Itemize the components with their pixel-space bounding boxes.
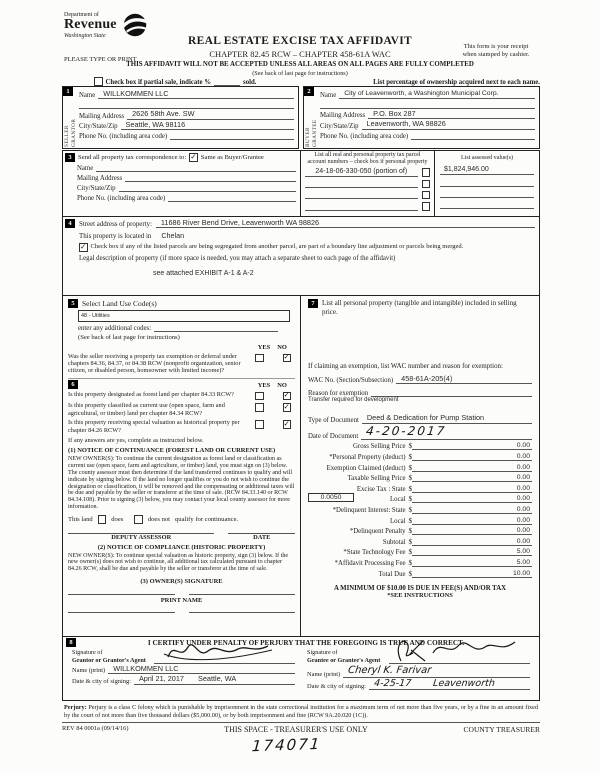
dollar-sign: $ bbox=[408, 474, 412, 483]
dollar-sign: $ bbox=[408, 527, 412, 536]
forest-land-question-row bbox=[68, 391, 295, 401]
reason-label: Reason for exemption bbox=[308, 389, 369, 397]
seller-grantor-side-label: SELLER GRANTOR bbox=[64, 118, 77, 147]
notice1-title: (1) NOTICE OF CONTINUANCE (FOREST LAND OR CURRENT USE) bbox=[68, 446, 276, 454]
wac-label: WAC No. (Section/Subsection) bbox=[308, 376, 394, 384]
dollar-sign: $ bbox=[408, 569, 412, 578]
notice2-body: NEW OWNER(S): To continue special valuation as historic property, sign (3) below. If the new owner(s) does not wish to continue, all additional tax calculated pursuant to chapter 84.26 RCW, shall be due and payable by the seller or transferor at the time of sale. bbox=[68, 552, 289, 573]
corr-city-field[interactable] bbox=[119, 183, 296, 192]
qualify-label: qualify for continuance. bbox=[175, 515, 239, 523]
dollar-sign: $ bbox=[408, 505, 412, 514]
not-accepted-warning: THIS AFFIDAVIT WILL NOT BE ACCEPTED UNLESS ALL AREAS ON ALL PAGES ARE FULLY COMPLETED bbox=[126, 61, 474, 68]
notice2-title: (2) NOTICE OF COMPLIANCE (HISTORIC PROPERTY) bbox=[97, 543, 266, 551]
box2-number: 2 bbox=[304, 87, 314, 96]
wac-field[interactable]: 458-61A-205(4) bbox=[396, 375, 532, 384]
dollar-sign: $ bbox=[408, 516, 412, 525]
buyer-phone-field[interactable] bbox=[411, 131, 535, 140]
qualify-row bbox=[68, 515, 295, 524]
amount-label-5: Local bbox=[390, 496, 406, 504]
amount-field-12[interactable]: 10.00 bbox=[412, 570, 532, 578]
amount-field-9[interactable]: 0.00 bbox=[412, 538, 532, 546]
amount-field-3[interactable]: 0.00 bbox=[412, 474, 532, 482]
perjury-body: Perjury is a class C felony which is punishable by imprisonment in the state correctional institution for a maximum term of not more than five years, or by a fine in an amount fixed by the court of not more than five thousand dollars ($5,000.00), or by both imprisonment and fine (RCW 9A.20.020 (1C)). bbox=[64, 704, 538, 719]
minimum-due-note: A MINIMUM OF $10.00 IS DUE IN FEE(S) AND/OR TAX bbox=[333, 584, 507, 592]
forest-yes-checkbox[interactable] bbox=[255, 392, 264, 401]
amount-label-3: Taxable Selling Price bbox=[347, 475, 406, 483]
box3-number: 3 bbox=[65, 153, 75, 162]
revenue-wordmark: Revenue bbox=[64, 17, 117, 33]
receipt-note bbox=[450, 43, 542, 60]
current-use-question-row bbox=[68, 402, 295, 417]
dept-of-label: Department of bbox=[64, 12, 99, 18]
amount-field-4[interactable]: 0.00 bbox=[412, 485, 532, 493]
box4-number: 4 bbox=[65, 219, 75, 228]
ownership-note: List percentage of ownership acquired next to each name. bbox=[373, 78, 540, 86]
grantor-date-label: Date & city of signing: bbox=[72, 677, 131, 685]
buyer-grantee-side-label: BUYER GRANTEE bbox=[305, 119, 318, 147]
seller-mailing-label: Mailing Address bbox=[79, 112, 125, 120]
form-subtitle: CHAPTER 82.45 RCW – CHAPTER 458-61A WAC bbox=[209, 49, 391, 59]
land-use-title: Select Land Use Code(s) bbox=[82, 299, 157, 308]
buyer-city-field[interactable]: Leavenworth, WA 98826 bbox=[362, 120, 535, 129]
deferral-yes-checkbox[interactable] bbox=[255, 354, 264, 363]
owners-signature-title: (3) OWNER(S) SIGNATURE bbox=[140, 578, 223, 586]
seller-phone-field[interactable] bbox=[170, 131, 294, 140]
amount-field-0[interactable]: 0.00 bbox=[412, 442, 532, 450]
legal-description-label: Legal description of property (if more space is needed, you may attach a separate sheet to each page of the affidavit) bbox=[79, 254, 396, 262]
grantee-name-handwriting: Cheryl K. Farivar bbox=[347, 665, 433, 676]
buyer-grantee-box bbox=[303, 86, 540, 149]
partial-sale-checkbox[interactable] bbox=[94, 77, 103, 86]
box6-number: 6 bbox=[68, 380, 78, 389]
amount-field-1[interactable]: 0.00 bbox=[412, 453, 532, 461]
this-land-label: This land bbox=[68, 515, 93, 523]
historic-question-row bbox=[68, 419, 295, 434]
please-type-note: PLEASE TYPE OR PRINT bbox=[64, 56, 137, 63]
amount-field-11[interactable]: 5.00 bbox=[412, 559, 532, 567]
dollar-sign: $ bbox=[408, 537, 412, 546]
section-4-property bbox=[63, 217, 539, 296]
form-rev-number: REV 84 0001a (09/14/16) bbox=[62, 725, 129, 732]
parcel-number-field-2[interactable] bbox=[305, 179, 418, 188]
parcel-numbers-header: List all real and personal property tax parcel account numbers – check box if personal property bbox=[307, 152, 428, 165]
if-yes-note: If any answers are yes, complete as instructed below. bbox=[68, 436, 204, 444]
amount-field-8[interactable]: 0.00 bbox=[412, 527, 532, 535]
grantor-signature-handwriting bbox=[160, 637, 280, 665]
parcel-number-field-4[interactable] bbox=[305, 202, 418, 211]
grantee-name-print-field[interactable] bbox=[343, 665, 530, 678]
partial-sale-label: Check box if partial sale, indicate % bbox=[105, 78, 212, 86]
doc-type-label: Type of Document bbox=[308, 416, 359, 424]
buyer-mailing-field[interactable]: P.O. Box 287 bbox=[368, 110, 535, 119]
grantor-date-field[interactable] bbox=[134, 675, 295, 684]
amount-label-1: *Personal Property (deduct) bbox=[329, 453, 406, 461]
current-use-no-checkbox[interactable] bbox=[283, 403, 292, 412]
deferral-question: Was the seller receiving a property tax exemption or deferral under chapters 84.36, 84.37, or 84.38 RCW (nonprofit organization, senior citizen, or disabled person, homeowner with limited income)? bbox=[68, 352, 241, 375]
buyer-phone-label: Phone No. (including area code) bbox=[320, 132, 409, 140]
local-rate-box: 0.0050 bbox=[308, 493, 354, 502]
assessed-value-field-4[interactable] bbox=[440, 200, 534, 209]
box7-number: 7 bbox=[308, 299, 318, 308]
does-checkbox[interactable] bbox=[98, 515, 107, 524]
parcel-number-field[interactable]: 24-18-06-330-050 (portion of) bbox=[305, 168, 418, 177]
receipt-note-line2: when stamped by cashier. bbox=[462, 51, 530, 59]
segregated-checkbox[interactable] bbox=[79, 243, 88, 252]
amount-label-0: Gross Selling Price bbox=[353, 443, 406, 451]
owner-signature-field-1[interactable] bbox=[68, 594, 175, 595]
deferral-question-row bbox=[68, 353, 295, 375]
corr-mailing-field[interactable] bbox=[125, 173, 296, 182]
print-name-field-2[interactable] bbox=[189, 612, 296, 613]
buyer-city-label: City/State/Zip bbox=[320, 122, 359, 130]
parcel-personal-checkbox-1[interactable] bbox=[422, 168, 431, 177]
historic-yes-checkbox[interactable] bbox=[255, 420, 264, 429]
amount-label-7: Local bbox=[390, 517, 406, 525]
grantee-date-handwriting: 4-25-17 bbox=[373, 677, 412, 689]
dollar-sign: $ bbox=[408, 463, 412, 472]
box6-yes-no-header: YES NO bbox=[257, 381, 287, 389]
amount-label-9: Subtotal bbox=[382, 538, 406, 546]
stamp-number-handwriting: 174071 bbox=[251, 734, 323, 756]
current-use-question: Is this property classified as current use (open space, farm and agricultural, or timber) land per chapter 84.34 RCW? bbox=[68, 402, 225, 417]
reason-value: Transfer required for development bbox=[308, 397, 399, 404]
seller-city-label: City/State/Zip bbox=[79, 123, 118, 131]
assessed-value-header: List assessed value(s) bbox=[461, 155, 513, 161]
located-in-label: This property is located in bbox=[79, 233, 152, 241]
corr-phone-label: Phone No. (including area code) bbox=[77, 195, 166, 202]
parcel-personal-checkbox-4[interactable] bbox=[422, 202, 431, 211]
partial-sale-row bbox=[62, 77, 540, 86]
print-name-lines bbox=[68, 612, 295, 613]
forest-no-checkbox[interactable] bbox=[283, 392, 292, 401]
does-label: does bbox=[111, 515, 124, 523]
does-not-checkbox[interactable] bbox=[134, 515, 143, 524]
main-form-box bbox=[62, 150, 540, 701]
grantee-signature-field[interactable] bbox=[389, 663, 530, 664]
parcel-personal-checkbox-3[interactable] bbox=[422, 191, 431, 200]
forest-land-question: Is this property designated as forest land per chapter 84.33 RCW? bbox=[68, 390, 234, 398]
see-instructions-note: *SEE INSTRUCTIONS bbox=[387, 591, 453, 599]
corr-name-label: Name bbox=[77, 165, 94, 172]
treasurer-space-label: THIS SPACE - TREASURER'S USE ONLY bbox=[224, 725, 368, 734]
assessed-value-field-2[interactable] bbox=[440, 178, 534, 187]
amount-label-6: *Delinquent Interest: State bbox=[332, 506, 406, 514]
grantee-city-handwriting: Leavenworth bbox=[432, 677, 496, 689]
amount-label-4: Excise Tax : State bbox=[356, 485, 406, 493]
amount-field-10[interactable]: 5.00 bbox=[412, 548, 532, 556]
same-as-buyer-checkbox[interactable] bbox=[189, 153, 198, 162]
legal-description-field[interactable]: see attached EXHIBIT A-1 & A-2 bbox=[153, 269, 254, 277]
corr-city-label: City/State/Zip bbox=[77, 185, 116, 192]
amount-label-8: *Delinquent Penalty bbox=[349, 528, 406, 536]
grantee-date-label: Date & city of signing: bbox=[307, 683, 366, 691]
owner-signature-lines bbox=[68, 594, 295, 595]
grantor-signature-block bbox=[66, 647, 301, 690]
segregated-label: Check box if any of the listed parcels are being segregated from another parcel, are part of a boundary line adjustment or parcels being merged. bbox=[90, 243, 464, 251]
amount-field-6[interactable]: 0.00 bbox=[412, 506, 532, 514]
corr-phone-field[interactable] bbox=[168, 193, 296, 202]
additional-codes-label: enter any additional codes: bbox=[78, 325, 152, 332]
grantor-name-print-label: Name (print) bbox=[72, 667, 106, 675]
grantee-date-field[interactable] bbox=[369, 679, 530, 691]
seller-mailing-field[interactable]: 2626 58th Ave. SW bbox=[127, 110, 294, 119]
additional-codes-field[interactable] bbox=[154, 323, 278, 332]
historic-no-checkbox[interactable] bbox=[283, 420, 292, 429]
see-back-note: (See back of last page for instructions) bbox=[252, 69, 348, 77]
dollar-sign: $ bbox=[408, 484, 412, 493]
doc-date-label: Date of Document bbox=[308, 432, 359, 440]
perjury-paragraph bbox=[64, 704, 538, 720]
historic-question: Is this property receiving special valuation as historical property per chapter 84.26 RCW? bbox=[68, 419, 240, 434]
seller-name-label: Name bbox=[79, 92, 96, 100]
receipt-note-line1: This form is your receipt bbox=[463, 43, 529, 50]
amount-field-7[interactable]: 0.00 bbox=[412, 517, 532, 525]
amount-field-5[interactable]: 0.00 bbox=[412, 495, 532, 503]
section-5-6-column bbox=[63, 296, 301, 636]
middle-columns bbox=[63, 296, 539, 637]
grantee-name-print-label: Name (print) bbox=[307, 670, 341, 678]
box5-number: 5 bbox=[68, 299, 78, 308]
box1-number: 1 bbox=[63, 87, 73, 96]
land-use-code-field[interactable]: 48 - Utilities bbox=[78, 310, 290, 322]
footer-row bbox=[62, 722, 540, 734]
corr-name-field[interactable] bbox=[96, 163, 296, 172]
land-use-see-back: (See back of last page for instructions) bbox=[78, 333, 180, 341]
corr-mailing-label: Mailing Address bbox=[77, 175, 123, 182]
section-8-certification bbox=[63, 637, 539, 699]
street-address-field[interactable]: 11686 River Bend Drive, Leavenworth WA 98826 bbox=[156, 219, 535, 228]
dollar-sign: $ bbox=[408, 442, 412, 451]
grantor-date-value: April 21, 2017 bbox=[138, 674, 184, 684]
print-name-label: PRINT NAME bbox=[160, 597, 203, 605]
dollar-sign: $ bbox=[408, 452, 412, 461]
grantee-sig-labels: Signature of Grantee or Grantee's Agent bbox=[307, 649, 381, 664]
seller-ownership-field[interactable] bbox=[79, 100, 294, 109]
same-as-buyer-label: Same as Buyer/Grantee bbox=[200, 154, 264, 161]
located-in-field[interactable]: Chelan bbox=[161, 231, 185, 241]
section-7-column bbox=[301, 296, 539, 636]
form-title: REAL ESTATE EXCISE TAX AFFIDAVIT bbox=[188, 35, 412, 47]
amount-label-2: Exemption Claimed (deduct) bbox=[326, 464, 406, 472]
certify-statement: I CERTIFY UNDER PENALTY OF PERJURY THAT THE FOREGOING IS TRUE AND CORRECT. bbox=[147, 638, 465, 647]
amount-label-10: *State Technology Fee bbox=[343, 549, 406, 557]
grantee-signature-block bbox=[301, 647, 536, 690]
buyer-mailing-label: Mailing Address bbox=[320, 112, 366, 120]
box5-yes-no-header: YES NO bbox=[257, 343, 287, 351]
assessed-value-field[interactable]: $1,824,946.00 bbox=[440, 166, 534, 175]
buyer-ownership-field[interactable] bbox=[320, 100, 535, 109]
amount-label-12: Total Due bbox=[378, 570, 406, 578]
doc-date-handwriting: 4-20-2017 bbox=[365, 423, 448, 438]
parties-row bbox=[62, 86, 540, 149]
parcel-personal-checkbox-2[interactable] bbox=[422, 180, 431, 189]
reason-field[interactable] bbox=[371, 388, 532, 397]
grantee-signature-handwriting bbox=[389, 635, 519, 665]
deferral-no-checkbox[interactable] bbox=[283, 354, 292, 363]
county-treasurer-label: COUNTY TREASURER bbox=[463, 725, 540, 734]
notice1-body: NEW OWNER(S): To continue the current designation as forest land or classification as current use (open space, farm and agriculture, or timber) land, you must sign on (3) below. The county assessor must then determine if the land transferred continues to qualify and will indicate by signing below. If the land no longer qualifies or you do not wish to continue the designation or classification, it will be removed and the compensating or additional taxes will be due and payable by the seller or transferor at the time of sale. (RCW 84.33.140 or RCW 84.34.108). Prior to signing (3) below, you may contact your local county assessor for more information. bbox=[68, 455, 295, 511]
seller-city-field[interactable]: Seattle, WA 98116 bbox=[121, 121, 294, 130]
send-correspondence-label: Send all property tax correspondence to: bbox=[78, 154, 187, 161]
seller-phone-label: Phone No. (including area code) bbox=[79, 133, 168, 141]
parcel-number-field-3[interactable] bbox=[305, 190, 418, 199]
grantor-sig-labels: Signature of Grantor or Grantor's Agent bbox=[72, 649, 146, 664]
perjury-label: Perjury: bbox=[64, 704, 87, 711]
doc-type-field[interactable]: Deed & Dedication for Pump Station bbox=[362, 414, 532, 423]
amount-label-11: *Affidavit Processing Fee bbox=[334, 559, 406, 567]
street-address-label: Street address of property: bbox=[79, 221, 152, 229]
exemption-intro: If claiming an exemption, list WAC number and reason for exemption: bbox=[308, 362, 503, 370]
section-3-correspondence bbox=[63, 151, 539, 217]
grantor-name-print-field[interactable]: WILLKOMMEN LLC bbox=[108, 665, 295, 674]
owner-signature-field-2[interactable] bbox=[189, 594, 296, 595]
does-not-label: does not bbox=[147, 515, 170, 523]
print-name-field-1[interactable] bbox=[68, 612, 175, 613]
grantor-signature-field[interactable] bbox=[154, 663, 295, 664]
assessor-date-label: DATE bbox=[253, 533, 271, 541]
buyer-name-label: Name bbox=[320, 92, 337, 99]
dollar-sign: $ bbox=[408, 548, 412, 557]
washington-state-label: Washington State bbox=[64, 32, 106, 39]
seller-name-field[interactable]: WILLKOMMEN LLC bbox=[98, 90, 294, 99]
partial-sale-sold-label: sold. bbox=[243, 78, 257, 86]
dollar-sign: $ bbox=[408, 495, 412, 504]
buyer-name-field[interactable]: City of Leavenworth, a Washington Municipal Corp. bbox=[339, 90, 535, 99]
seller-grantor-box bbox=[62, 86, 299, 149]
assessor-label-row bbox=[68, 534, 295, 541]
personal-property-label: List all personal property (tangible and intangible) included in selling price. bbox=[322, 299, 517, 316]
dollar-sign: $ bbox=[408, 558, 412, 567]
amount-field-2[interactable]: 0.00 bbox=[412, 464, 532, 472]
box8-number: 8 bbox=[66, 638, 76, 647]
doc-date-field[interactable] bbox=[361, 425, 532, 440]
assessed-value-field-3[interactable] bbox=[440, 189, 534, 198]
current-use-yes-checkbox[interactable] bbox=[255, 403, 264, 412]
deputy-assessor-label: DEPUTY ASSESSOR bbox=[111, 533, 172, 541]
grantor-city-value: Seattle, WA bbox=[197, 674, 237, 684]
